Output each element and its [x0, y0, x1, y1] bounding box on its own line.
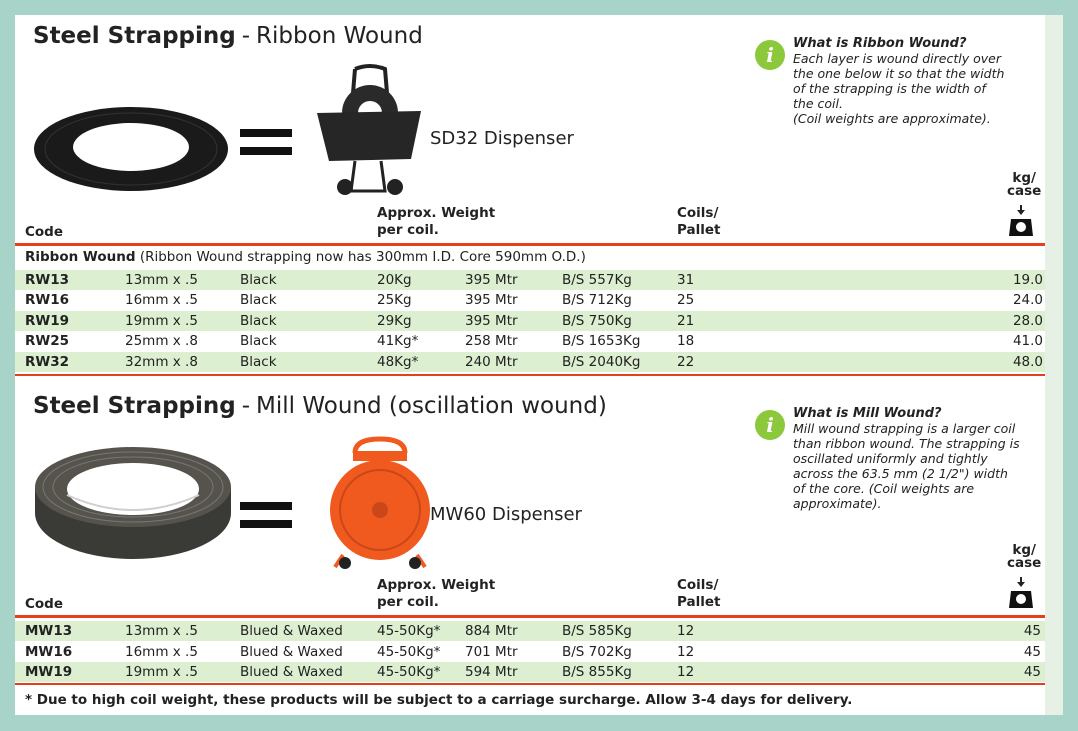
- catalogue-sheet: [15, 15, 1063, 715]
- mill-info-heading: What is Mill Wound?: [793, 406, 942, 421]
- table-row: RW16 16mm x .5 Black 25Kg 395 Mtr B/S 712Kg 25 24.0: [25, 292, 1043, 308]
- ribbon-coil-image: [33, 105, 229, 193]
- equals-sign: [240, 127, 292, 157]
- ribbon-info-line: the coil.: [793, 96, 843, 111]
- table-row: MW13 13mm x .5 Blued & Waxed 45-50Kg* 884 Mtr B/S 585Kg 12 45: [15, 621, 1045, 641]
- mill-coil-image: [33, 445, 233, 563]
- ribbon-info-line: (Coil weights are approximate).: [793, 111, 991, 126]
- mill-info-line: than ribbon wound. The strapping is: [793, 436, 1020, 451]
- table-row: RW32 32mm x .8 Black 48Kg* 240 Mtr B/S 2040Kg 22 48.0: [15, 352, 1045, 372]
- mill-info-line: oscillated uniformly and tightly: [793, 451, 988, 466]
- kg-case-header: kg/ case: [1007, 542, 1042, 571]
- code-header: Code: [25, 224, 64, 240]
- mill-info-line: of the core. (Coil weights are: [793, 481, 975, 496]
- table-row: MW19 19mm x .5 Blued & Waxed 45-50Kg* 594 Mtr B/S 855Kg 12 45: [15, 662, 1045, 682]
- info-icon: i: [755, 410, 785, 440]
- coils-pallet-header: Coils/ Pallet: [677, 205, 721, 238]
- ribbon-info-line: of the strapping is the width of: [793, 81, 986, 96]
- ribbon-info-line: Each layer is wound directly over: [793, 51, 1001, 66]
- table-row: RW25 25mm x .8 Black 41Kg* 258 Mtr B/S 1653Kg 18 41.0: [25, 333, 1043, 349]
- weight-header: Approx. Weight per coil.: [377, 577, 496, 610]
- table-row: MW16 16mm x .5 Blued & Waxed 45-50Kg* 701 Mtr B/S 702Kg 12 45: [25, 644, 1041, 660]
- mill-info-box: [793, 406, 1020, 511]
- info-icon: i: [755, 40, 785, 70]
- scale-weight-icon: [1008, 577, 1034, 609]
- mill-header-divider: [15, 615, 1045, 618]
- ribbon-core-note: Ribbon Wound (Ribbon Wound strapping now has 300mm I.D. Core 590mm O.D.): [25, 249, 586, 265]
- sd32-dispenser-image: [315, 63, 425, 203]
- ribbon-info-box: [793, 36, 1004, 126]
- ribbon-header-divider: [15, 243, 1045, 246]
- table-row: RW13 13mm x .5 Black 20Kg 395 Mtr B/S 557Kg 31 19.0: [15, 270, 1045, 290]
- mw60-dispenser-label: MW60 Dispenser: [430, 504, 582, 525]
- coils-pallet-header: Coils/ Pallet: [677, 577, 721, 610]
- mw60-dispenser-image: [325, 435, 435, 570]
- mill-info-line: across the 63.5 mm (2 1/2") width: [793, 466, 1008, 481]
- mill-info-line: approximate).: [793, 496, 882, 511]
- carriage-surcharge-footnote: * Due to high coil weight, these products will be subject to a carriage surcharge. Allow 3-4 days for delivery.: [25, 692, 853, 708]
- ribbon-info-line: the one below it so that the width: [793, 66, 1005, 81]
- mill-table-bottom-divider: [15, 683, 1045, 685]
- equals-sign: [240, 500, 292, 530]
- mill-section-title: Steel Strapping - Mill Wound (oscillation wound): [33, 393, 607, 419]
- side-strip: [1045, 15, 1063, 715]
- table-row: RW19 19mm x .5 Black 29Kg 395 Mtr B/S 750Kg 21 28.0: [15, 311, 1045, 331]
- weight-header: Approx. Weight per coil.: [377, 205, 496, 238]
- ribbon-info-heading: What is Ribbon Wound?: [793, 36, 967, 51]
- ribbon-section-title: Steel Strapping - Ribbon Wound: [33, 23, 423, 49]
- mill-info-line: Mill wound strapping is a larger coil: [793, 421, 1016, 436]
- sd32-dispenser-label: SD32 Dispenser: [430, 128, 574, 149]
- kg-case-header: kg/ case: [1007, 170, 1042, 199]
- ribbon-table-bottom-divider: [15, 374, 1045, 376]
- code-header: Code: [25, 596, 64, 612]
- scale-weight-icon: [1008, 205, 1034, 237]
